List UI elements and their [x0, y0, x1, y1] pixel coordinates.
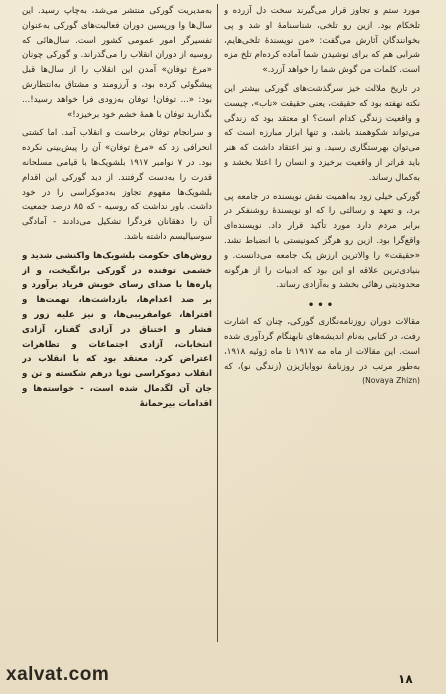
latin-transliteration: (Novaya Zhizn) [362, 376, 420, 386]
site-watermark: xalvat.com [6, 664, 110, 685]
section-separator: ••• [307, 300, 337, 312]
paragraph-text: مقالات دوران روزنامه‌نگاری گورکی، چنان که اشارت رفت، در کتابی به‌نام اندیشه‌های نابهنگام گردآوری شده است. این مقالات از ماه مه ۱۹۱۷ تا ماه ژوئیه ۱۹۱۸، به‌طور مرتب در روزنامهٔ نووایاژیزن (زندگی نو)، که [224, 317, 420, 372]
page-number: ۱۸ [398, 672, 413, 686]
paragraph: به‌مدیریت گورکی منتشر می‌شد، به‌چاپ رسید. این سال‌ها وا ورپسین دوران فعالیت‌های گورکی به‌عنوان تفسیرگر امور عمومی کشور است. سال‌هائی که روسیه از دوران انقلاب را می‌گذراند. و گورکی چونان «مرغ توفان» آمدن این انقلاب را از سال‌ها قبل پیشگوئی کرده بود، و آرزومند و مشتاق به‌انتظارش بود: «... توفان! توفان به‌زودی فرا خواهد رسید!... بگذارید توفان با همهٔ خشم خود برخیزد!» [22, 6, 212, 120]
left-text-column [22, 4, 212, 652]
paragraph [224, 315, 420, 389]
paragraph: روش‌های حکومت بلشویک‌ها واکنشی شدید و خشمی توفنده در گورکی برانگیخت، و از پاره‌ها با صدای رسای خویش فریاد برآورد و بر ضد اعدام‌ها، بازداشت‌ها، تهمت‌ها و افتراها، عوامفریبی‌ها، و نیز علیه زور و فشار و اختناق در آزادی گفتار، آزادی انتخابات، آزادی اجتماعات و تظاهرات اعتراض کرد. معتقد بود که با انقلاب در انقلاب دموکراسی نوپا درهم شکسته و تن و جان آن لگدمال شده است، - خواسته‌ها و اقدامات بیرحمانهٔ [22, 250, 212, 409]
paragraph: مورد ستم و تجاوز قرار می‌گیرند سخت دل آزرده و تلخکام بود. ازین رو تلخی، شناسنامهٔ او شد و پی بخوانندگان آثارش می‌گفت: «من نویسندهٔ تلخی‌هایم، شرابی هم که برای نوشیدن شما آماده کرده‌ام تلخ مزه است. کلمات من گوش شما را خواهد آزرد.» [224, 6, 420, 76]
right-text-column [224, 4, 420, 636]
column-divider [217, 4, 218, 642]
paragraph: گورکی خیلی زود به‌اهمیت نقش نویسنده در جامعه پی برد، و تعهد و رسالتی را که او نویسندهٔ روشنفکر در برابر مردم دارد مورد تأکید قرار داد. نویسنده‌ای واقع‌گرا بود. ازین رو هرگز کمونیستی با انضباط نشد. «حقیقت» را والاترین ارزش یک جامعه می‌دانست. و بنیادی‌ترین علاقه او این بود که ادبیات را از هرگونه محدودیتی رهائی بخشد و به‌آزادی رساند. [224, 191, 420, 291]
paragraph: و سرانجام توفان برخاست و انقلاب آمد. اما کشتی انحرافی زد که «مرغ توفان» آن را پیش‌بینی نکرده بود. در ۷ نوامبر ۱۹۱۷ بلشویک‌ها با قیامی مسلحانه قدرت را به‌دست گرفتند. از دید گورکی این اقدام بلشویک‌ها مفهوم تجاوز به‌دموکراسی را در خود داشت. باور نداشت که روسیه - که ۸۵ درصد جمعیت آن را دهقانان فردگرا تشکیل می‌دادند - آمادگی سوسیالیسم داشته باشد. [22, 128, 212, 242]
paragraph: در تاریخ ملالت خیز سرگذشت‌های گورکی بیشتر این نکته نهفته بود که حقیقت، یعنی حقیقت «ناب»، چیست و واقعیت زندگی کدام است؟ او معتقد بود که زندگی می‌تواند شکوهمند باشد، و تنها ابزار مبارزه است که می‌توان بهرستگاری رسید. و نیز اعتقاد داشت که هنر باید فراتر از واقعیت برخیزد و انسان را اعتلا بخشد و به‌کمال رساند. [224, 83, 420, 183]
